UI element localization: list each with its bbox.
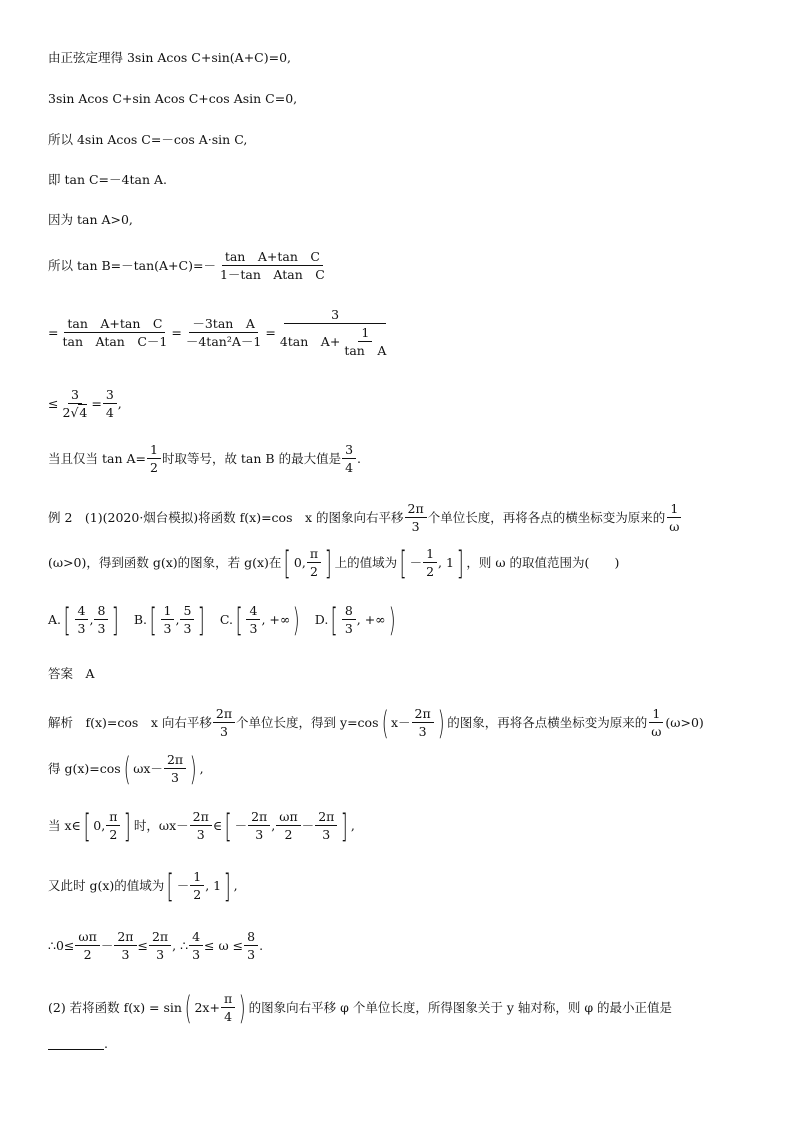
text-segment: 得 g(x)=cos [48, 761, 121, 776]
text-segment: 当且仅当 tan A= [48, 451, 146, 466]
fraction [75, 603, 89, 636]
minus-sign: － [234, 818, 248, 833]
fraction-numerator: 5 [180, 603, 194, 620]
fraction-3-over-2sqrt4 [59, 387, 90, 420]
fraction-numerator: 1 [147, 442, 161, 459]
left-bracket: [ [63, 600, 71, 639]
right-bracket: ] [198, 600, 206, 639]
left-bracket: [ [167, 866, 174, 905]
answer-line: 答案 A [48, 666, 95, 681]
example2-options [48, 600, 398, 639]
option-label: D. [314, 612, 329, 627]
right-bracket: ] [456, 543, 464, 582]
fraction [246, 603, 260, 636]
fraction-denominator: 3 [192, 947, 201, 962]
radicand: 4 [79, 405, 88, 420]
answer-blank[interactable] [48, 1037, 104, 1050]
interval-end: , 1 [438, 555, 454, 570]
interval-start: 0, [93, 818, 106, 833]
fraction-denominator: 3 [411, 519, 420, 534]
fraction-numerator: 2π [248, 809, 270, 826]
text-segment: ωx－ [133, 761, 163, 776]
fraction-numerator: 2π [412, 706, 434, 723]
fraction-denominator: 2 [149, 460, 158, 475]
fraction-denominator: 3 [156, 947, 165, 962]
right-paren: ) [293, 600, 300, 639]
interval-end: , 1 [205, 878, 222, 893]
text-segment: 时取等号，故 tan B 的最大值是 [161, 451, 342, 466]
nested-fraction [341, 325, 389, 358]
text-segment: , ∴ [172, 938, 189, 953]
denominator-prefix: 4tan A+ [279, 334, 341, 349]
fraction-2pi-3 [213, 706, 235, 739]
solution-line-5: 因为 tan A>0, [48, 212, 133, 227]
leq-sign: ≤ [137, 938, 148, 953]
example2-problem-line-1 [48, 501, 683, 534]
solution-line-4: 即 tan C=－4tan A. [48, 172, 167, 187]
example2-problem-line-2 [48, 543, 620, 582]
fraction-1-2 [423, 546, 437, 579]
tanB-fraction [217, 249, 328, 282]
left-bracket: [ [331, 600, 339, 639]
fraction-denominator: 4 [224, 1009, 233, 1024]
fraction-numerator: 8 [342, 603, 356, 620]
punctuation: , [233, 878, 238, 893]
option-label: A. [48, 612, 62, 627]
fraction-denominator: 3 [344, 621, 353, 636]
punctuation: , [350, 818, 355, 833]
solution-line-9 [48, 442, 361, 475]
text-segment: 时，ωx－ [133, 818, 189, 833]
punctuation: , [117, 396, 122, 411]
interval-tail: , +∞ [261, 612, 291, 627]
solution-line-6 [48, 249, 329, 282]
right-bracket: ] [223, 866, 231, 905]
fraction-denominator: 2√4 [62, 405, 88, 420]
fraction-denominator: 2 [109, 827, 118, 842]
fraction-denominator: 1－tan Atan C [219, 267, 325, 282]
analysis-line-2 [48, 749, 204, 788]
right-bracket: ] [112, 600, 120, 639]
fraction-denominator: －4tan²A－1 [185, 334, 262, 349]
fraction-1 [59, 316, 170, 349]
fraction-numerator: 4 [189, 929, 203, 946]
solution-line-2: 3sin Acos C+sin Acos C+cos Asin C=0, [48, 91, 298, 106]
text-segment: (ω>0) [665, 715, 704, 730]
solution-line-1: 由正弦定理得 3sin Acos C+sin(A+C)=0, [48, 50, 292, 65]
right-paren: ) [238, 988, 246, 1027]
fraction [161, 603, 175, 636]
fraction-denominator: 3 [418, 724, 427, 739]
analysis-line-5 [48, 929, 263, 962]
fraction [94, 603, 108, 636]
fraction-numerator: 1 [190, 869, 204, 886]
fraction-1-omega [666, 501, 682, 534]
fraction-numerator: π [221, 991, 235, 1008]
punctuation: , [199, 761, 204, 776]
element-of-sign: ∈ [212, 818, 223, 833]
option-c[interactable] [219, 600, 303, 639]
left-paren: ( [184, 988, 192, 1027]
fraction-3 [277, 307, 394, 358]
text-segment: 个单位长度，再将各点的横坐标变为原来的 [427, 510, 666, 525]
fraction-denominator: 2 [193, 887, 202, 902]
solution-line-8 [48, 387, 122, 420]
fraction-numerator: 3 [68, 387, 82, 404]
leq-sign: ≤ [48, 396, 59, 411]
text-segment: (ω>0)，得到函数 g(x)的图象，若 g(x)在 [48, 555, 282, 570]
tanB-expression-prefix: 所以 tan B=－tan(A+C)=－ [48, 258, 216, 273]
fraction-denominator: 3 [249, 621, 258, 636]
fraction [75, 929, 99, 962]
right-paren: ) [388, 600, 396, 639]
analysis-line-1 [48, 703, 704, 742]
coefficient: 2 [62, 405, 71, 420]
fraction-denominator: ω [669, 519, 680, 534]
punctuation: . [259, 938, 264, 953]
fraction-pi-4 [221, 991, 235, 1024]
separator: , [271, 818, 276, 833]
fraction-denominator: tan Atan C－1 [62, 334, 168, 349]
right-paren: ) [189, 749, 197, 788]
fraction-omegapi-2 [276, 809, 300, 842]
fraction-numerator: 8 [94, 603, 108, 620]
answer-blank-line [48, 1036, 108, 1051]
fraction-denominator: 3 [77, 621, 86, 636]
fraction-2 [183, 316, 264, 349]
text-segment: 例 2 (1)(2020·烟台模拟)将函数 f(x)=cos x 的图象向右平移 [48, 510, 404, 525]
fraction-denominator: 4 [345, 460, 354, 475]
right-paren: ) [437, 703, 445, 742]
fraction-2pi-3 [412, 706, 434, 739]
punctuation: . [104, 1036, 108, 1051]
left-bracket: [ [83, 806, 91, 845]
right-bracket: ] [124, 806, 132, 845]
fraction-denominator: 3 [171, 770, 179, 785]
fraction [189, 929, 203, 962]
fraction-numerator: 2π [405, 501, 427, 518]
fraction-denominator: 3 [247, 947, 256, 962]
left-bracket: [ [399, 543, 407, 582]
left-bracket: [ [284, 543, 292, 582]
fraction-2pi-3 [190, 809, 212, 842]
fraction-numerator: 2π [213, 706, 235, 723]
fraction-denominator: ω [651, 724, 662, 739]
fraction-numerator: －3tan A [189, 316, 258, 333]
left-paren: ( [381, 703, 389, 742]
fraction-numerator: 4 [75, 603, 89, 620]
option-d[interactable] [314, 600, 398, 639]
fraction-denominator: 3 [322, 827, 331, 842]
text-segment: ，则 ω 的取值范围为( ) [466, 555, 620, 570]
fraction [244, 929, 258, 962]
fraction-numerator: 3 [342, 442, 356, 459]
fraction-pi-2 [307, 546, 321, 579]
text-segment: x－ [390, 715, 411, 730]
equals-sign: = [171, 325, 182, 340]
equals-sign: = [91, 396, 102, 411]
fraction-numerator: 2π [315, 809, 337, 826]
fraction-numerator: 1 [667, 501, 681, 518]
text-segment: 个单位长度，得到 y=cos [236, 715, 379, 730]
text-segment: (2) 若将函数 f(x) = sin [48, 1000, 182, 1015]
fraction-numerator: 2π [190, 809, 212, 826]
equals-sign: = [265, 325, 276, 340]
fraction-numerator: 1 [649, 706, 663, 723]
fraction-denominator: 3 [196, 827, 205, 842]
fraction [342, 603, 356, 636]
solution-line-7 [48, 307, 394, 358]
punctuation: . [357, 451, 362, 466]
fraction-numerator: 2π [114, 929, 136, 946]
analysis-line-3 [48, 806, 355, 845]
fraction-denominator: 2 [284, 827, 293, 842]
fraction-numerator: ωπ [276, 809, 300, 826]
text-segment: 上的值域为 [334, 555, 398, 570]
fraction-denominator: 3 [183, 621, 192, 636]
fraction-2pi-3 [315, 809, 337, 842]
fraction [180, 603, 194, 636]
option-label: C. [219, 612, 233, 627]
fraction-numerator: tan A+tan C [64, 316, 165, 333]
question-2-line [48, 988, 673, 1027]
fraction-numerator: 3 [284, 307, 386, 324]
text-segment: 2x+ [194, 1000, 220, 1015]
fraction-numerator: 3 [103, 387, 117, 404]
left-bracket: [ [224, 806, 232, 845]
fraction-numerator: 2π [164, 752, 186, 769]
solution-line-3: 所以 4sin Acos C=－cos A·sin C, [48, 132, 248, 147]
fraction-denominator: 2 [426, 564, 435, 579]
fraction-1-2 [147, 442, 161, 475]
fraction-numerator: π [106, 809, 120, 826]
fraction-denominator: 3 [121, 947, 130, 962]
text-segment: 的图象，再将各点横坐标变为原来的 [447, 715, 648, 730]
fraction-denominator: 3 [255, 827, 264, 842]
fraction-numerator: 8 [244, 929, 258, 946]
text-segment: 解析 f(x)=cos x 向右平移 [48, 715, 212, 730]
fraction-numerator: π [307, 546, 321, 563]
text-segment: ≤ ω ≤ [204, 938, 244, 953]
fraction-denominator: tan A [344, 343, 387, 358]
text-segment: 的图象向右平移 φ 个单位长度，所得图象关于 y 轴对称，则 φ 的最小正值是 [248, 1000, 673, 1015]
fraction-numerator: 2π [149, 929, 171, 946]
text-segment: ∴0≤ [48, 938, 75, 953]
fraction-denominator: 4 [105, 405, 114, 420]
fraction-pi-2 [106, 809, 120, 842]
fraction-2pi-3 [164, 752, 186, 785]
minus-sign: － [176, 878, 190, 893]
fraction-numerator: 1 [358, 325, 372, 342]
option-a[interactable]: A. [ $\frac{4}{3}$ , $\frac{8}{3}$ ] [48, 600, 120, 639]
text-segment: 又此时 g(x)的值域为 [48, 878, 165, 893]
option-label: B. [133, 612, 148, 627]
fraction-3-4 [103, 387, 117, 420]
fraction-1-omega [648, 706, 664, 739]
fraction-numerator: ωπ [75, 929, 99, 946]
fraction-numerator: tan A+tan C [222, 249, 323, 266]
fraction-3-4 [342, 442, 356, 475]
fraction-numerator: 1 [423, 546, 437, 563]
right-bracket: ] [341, 806, 349, 845]
minus-sign: － [301, 818, 315, 833]
fraction-1-2 [190, 869, 204, 902]
fraction-denominator [277, 324, 394, 358]
analysis-line-4 [48, 866, 238, 905]
minus-sign: － [100, 938, 114, 953]
fraction-numerator: 1 [161, 603, 175, 620]
left-paren: ( [123, 749, 131, 788]
fraction-numerator: 4 [246, 603, 260, 620]
fraction-denominator: 3 [219, 724, 228, 739]
fraction-denominator: 3 [97, 621, 106, 636]
fraction [114, 929, 136, 962]
fraction-2pi-3 [248, 809, 270, 842]
fraction-denominator: 3 [163, 621, 172, 636]
interval-start: 0, [293, 555, 306, 570]
left-bracket: [ [235, 600, 243, 639]
right-bracket: ] [324, 543, 332, 582]
option-b[interactable]: B. [ $\frac{1}{3}$ , $\frac{5}{3}$ ] [133, 600, 206, 639]
fraction-denominator: 2 [83, 947, 92, 962]
fraction [149, 929, 171, 962]
fraction-2pi-3 [405, 501, 427, 534]
interval-tail: , +∞ [356, 612, 386, 627]
left-bracket: [ [149, 600, 157, 639]
minus-sign: － [409, 555, 423, 570]
fraction-denominator: 2 [309, 564, 318, 579]
equals-sign: = [48, 325, 59, 340]
text-segment: 当 x∈ [48, 818, 81, 833]
